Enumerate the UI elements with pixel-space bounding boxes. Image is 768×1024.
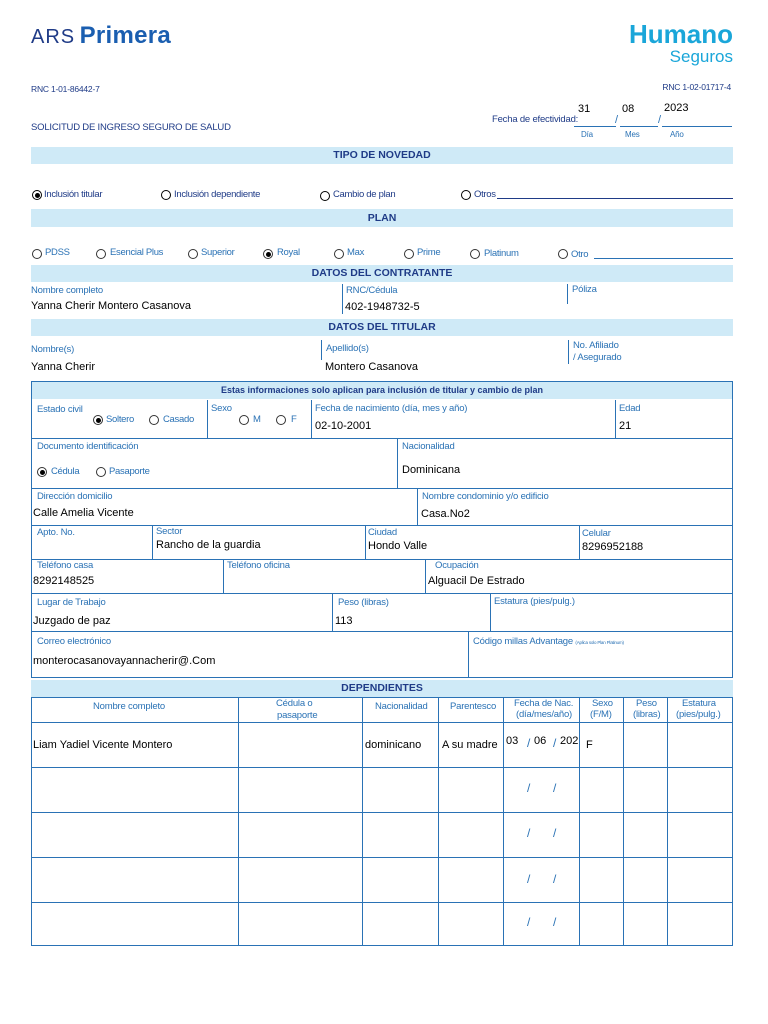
effective-date-label: Fecha de efectividad: [492,114,579,125]
dep-row-sep-3 [31,857,733,858]
ars-name: Primera [79,22,172,49]
effective-month-line [620,126,658,127]
dep-header-bottom [31,722,733,723]
dep-row-1-mes[interactable]: 06 [534,735,547,747]
info-row3-bottom [31,525,733,526]
dep-h-parentesco: Parentesco [450,701,497,712]
inclusion-dependiente-radio[interactable] [161,190,171,200]
plan-platinum-radio[interactable] [470,249,480,259]
contratante-header: DATOS DEL CONTRATANTE [31,265,733,282]
casado-label: Casado [163,414,194,425]
soltero-radio[interactable] [93,415,103,425]
plan-prime-label: Prime [417,247,441,258]
dep-h-estatura-2: (pies/pulg.) [676,709,721,720]
plan-header: PLAN [31,209,733,227]
inclusion-titular-radio[interactable] [32,190,42,200]
dep-h-fecha-2: (día/mes/año) [516,709,573,720]
dep-h-estatura-1: Estatura [682,698,716,709]
edad-label: Edad [619,403,641,414]
inclusion-titular-label: Inclusión titular [44,189,103,200]
nacionalidad-value[interactable]: Dominicana [402,464,461,476]
dep-row-1-nacionalidad[interactable]: dominicano [365,739,422,751]
effective-slash-2: / [658,114,661,126]
titular-nombres-value[interactable]: Yanna Cherir [31,361,95,373]
info-row6-div-1 [332,593,333,631]
contratante-name-value[interactable]: Yanna Cherir Montero Casanova [31,300,191,312]
plan-pdss-radio[interactable] [32,249,42,259]
effective-month[interactable]: 08 [622,103,635,115]
plan-superior-radio[interactable] [188,249,198,259]
plan-platinum-label: Platinum [484,248,519,259]
plan-otro-label: Otro [571,249,589,260]
dep-row-5-slash-2: / [553,915,557,929]
dep-row-1-slash-1: / [527,736,531,750]
dep-h-peso-2: (libras) [633,709,661,720]
contratante-name-label: Nombre completo [31,285,103,296]
info-banner: Estas informaciones solo aplican para inclusión de titular y cambio de plan [32,382,732,399]
condominio-label: Nombre condominio y/o edificio [422,491,549,502]
sector-value[interactable]: Rancho de la guardia [156,539,261,551]
millas-note: (Aplica solo Plan Platinum) [575,640,624,645]
info-row7-div [468,631,469,678]
effective-day[interactable]: 31 [578,103,591,115]
telcasa-value[interactable]: 8292148525 [33,575,95,587]
dep-h-nacionalidad: Nacionalidad [375,701,428,712]
info-row6-bottom [31,631,733,632]
trabajo-value[interactable]: Juzgado de paz [33,615,111,627]
dep-h-sexo-2: (F/M) [590,709,612,720]
plan-prime-radio[interactable] [404,249,414,259]
direccion-label: Dirección domicilio [37,491,113,502]
dependientes-table [31,697,733,946]
casado-radio[interactable] [149,415,159,425]
humano-sub: Seguros [669,47,733,66]
info-row5-div-2 [425,559,426,593]
effective-year-line [662,126,732,127]
estatura-label: Estatura (pies/pulg.) [494,596,575,607]
info-row6-div-2 [490,593,491,631]
tipo-novedad-header: TIPO DE NOVEDAD [31,147,733,164]
dep-row-3-slash-2: / [553,826,557,840]
dep-col-div-2 [362,697,363,946]
plan-otro-radio[interactable] [558,249,568,259]
dep-col-div-6 [623,697,624,946]
cedula-radio[interactable] [37,467,47,477]
rnc-left: RNC 1-01-86442-7 [31,84,100,94]
info-row5-bottom [31,593,733,594]
info-row3-div [417,488,418,525]
dep-row-1-dia[interactable]: 03 [506,735,519,747]
sexo-m-radio[interactable] [239,415,249,425]
peso-value[interactable]: 113 [335,615,353,627]
ocupacion-label: Ocupación [435,560,479,571]
dep-col-div-5 [579,697,580,946]
ciudad-value[interactable]: Hondo Valle [368,540,428,552]
contratante-rnc-label: RNC/Cédula [346,285,398,296]
rnc-right: RNC 1-02-01717-4 [662,82,731,92]
nacionalidad-label: Nacionalidad [402,441,455,452]
info-row1-bottom [31,438,733,439]
teloficina-label: Teléfono oficina [227,560,290,571]
dep-row-5-slash-1: / [527,915,531,929]
info-row4-div-2 [365,525,366,559]
celular-value[interactable]: 8296952188 [582,541,644,553]
sector-label: Sector [156,526,183,537]
plan-royal-label: Royal [277,247,300,258]
millas-label-text: Código millas Advantage [473,636,573,647]
dep-row-2-slash-2: / [553,781,557,795]
dep-h-sexo-1: Sexo [592,698,613,709]
pasaporte-radio[interactable] [96,467,106,477]
edad-value[interactable]: 21 [619,420,632,432]
humano-name: Humano [629,19,733,49]
dep-row-1-sexo[interactable]: F [586,739,593,751]
titular-afiliado-label-1: No. Afiliado [573,340,619,351]
dep-row-1-anio[interactable]: 202 [560,735,579,747]
effective-slash-1: / [615,114,618,126]
form-title: SOLICITUD DE INGRESO SEGURO DE SALUD [31,122,231,133]
contratante-divider-2 [567,284,568,304]
dep-h-fecha-1: Fecha de Nac. [514,698,574,709]
documento-label: Documento identificación [37,441,139,452]
contratante-poliza-label: Póliza [572,284,597,295]
dep-col-div-4 [503,697,504,946]
contratante-divider-1 [342,284,343,314]
info-row4-div-3 [579,525,580,559]
info-row5-div-1 [223,559,224,593]
soltero-label: Soltero [106,414,135,425]
plan-royal-radio[interactable] [263,249,273,259]
titular-divider-1 [321,340,322,360]
dep-row-sep-1 [31,767,733,768]
cambio-plan-label: Cambio de plan [333,189,396,200]
day-label: Día [581,130,593,139]
otros-radio[interactable] [461,190,471,200]
apto-label: Apto. No. [37,527,75,538]
celular-label: Celular [582,528,611,539]
nacimiento-value[interactable]: 02-10-2001 [315,420,372,432]
correo-label: Correo electrónico [37,636,112,647]
correo-value[interactable]: monterocasanovayannacherir@.Com [33,655,216,667]
effective-day-line [574,126,616,127]
dep-row-3-slash-1: / [527,826,531,840]
effective-year[interactable]: 2023 [664,102,689,114]
dep-row-2-slash-1: / [527,781,531,795]
titular-nombres-label: Nombre(s) [31,344,75,355]
condominio-value[interactable]: Casa.No2 [421,508,470,520]
cedula-label: Cédula [51,466,80,477]
plan-superior-label: Superior [201,247,235,258]
sexo-f-radio[interactable] [276,415,286,425]
titular-header: DATOS DEL TITULAR [31,319,733,336]
dep-h-cedula-2: pasaporte [277,710,318,721]
dep-row-1-parentesco[interactable]: A su madre [442,739,498,751]
sexo-m-label: M [253,414,261,425]
estado-civil-label: Estado civil [37,404,83,415]
dep-col-div-7 [667,697,668,946]
dep-row-1-slash-2: / [553,736,557,750]
dep-row-4-slash-2: / [553,872,557,886]
info-row1-div-2 [311,400,312,438]
plan-otro-line [594,258,733,259]
ars-prefix: ARS [31,26,76,48]
millas-label [473,636,624,647]
dep-col-div-3 [438,697,439,946]
info-row1-div-3 [615,400,616,438]
cambio-plan-radio[interactable] [320,191,330,201]
info-row4-bottom [31,559,733,560]
titular-apellidos-value[interactable]: Montero Casanova [325,361,418,373]
sexo-label: Sexo [211,403,232,414]
plan-pdss-label: PDSS [45,247,70,258]
info-row2-bottom [31,488,733,489]
info-row1-div-1 [207,400,208,438]
inclusion-dependiente-label: Inclusión dependiente [174,189,261,200]
ciudad-label: Ciudad [368,527,397,538]
dep-h-peso-1: Peso [636,698,657,709]
nacimiento-label: Fecha de nacimiento (día, mes y año) [315,403,468,414]
direccion-value[interactable]: Calle Amelia Vicente [33,507,134,519]
contratante-rnc-value[interactable]: 402-1948732-5 [345,301,420,313]
year-label: Año [670,130,684,139]
dep-col-div-1 [238,697,239,946]
sexo-f-label: F [291,414,297,425]
titular-divider-2 [568,340,569,364]
dep-row-sep-2 [31,812,733,813]
plan-esencial-plus-radio[interactable] [96,249,106,259]
dep-row-1-nombre[interactable]: Liam Yadiel Vicente Montero [33,739,173,751]
ars-primera-logo [31,22,171,50]
plan-max-label: Max [347,247,365,258]
otros-label: Otros [474,189,496,200]
pasaporte-label: Pasaporte [109,466,150,477]
info-row4-div-1 [152,525,153,559]
otros-line [497,198,733,199]
plan-esencial-plus-label: Esencial Plus [110,247,164,258]
dep-h-nombre: Nombre completo [93,701,165,712]
dep-h-cedula-1: Cédula o [276,698,313,709]
plan-max-radio[interactable] [334,249,344,259]
dep-row-sep-4 [31,902,733,903]
trabajo-label: Lugar de Trabajo [37,597,106,608]
info-row2-div [397,438,398,488]
titular-apellidos-label: Apellido(s) [326,343,369,354]
humano-logo [533,20,733,66]
ocupacion-value[interactable]: Alguacil De Estrado [428,575,525,587]
month-label: Mes [625,130,640,139]
peso-label: Peso (libras) [338,597,389,608]
dependientes-header: DEPENDIENTES [31,680,733,697]
telcasa-label: Teléfono casa [37,560,94,571]
dep-row-4-slash-1: / [527,872,531,886]
titular-afiliado-label-2: / Asegurado [573,352,622,363]
